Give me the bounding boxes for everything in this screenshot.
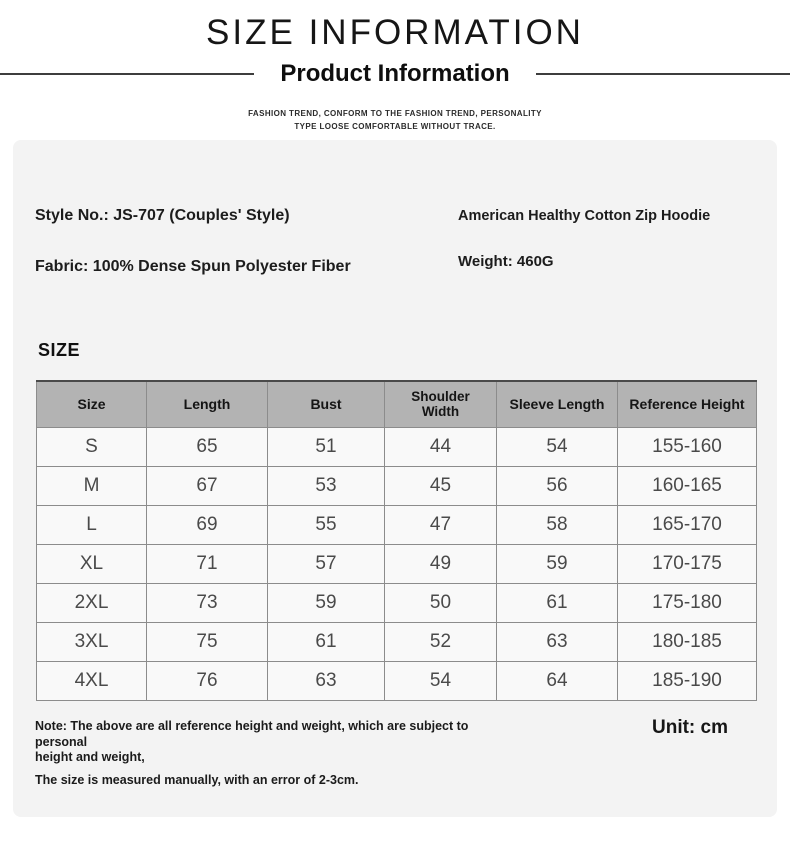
cell-value: 53 xyxy=(268,466,385,505)
note-block xyxy=(35,719,515,788)
cell-value: 47 xyxy=(385,505,497,544)
cell-value: 64 xyxy=(497,661,618,700)
cell-value: 180-185 xyxy=(618,622,757,661)
cell-value: 170-175 xyxy=(618,544,757,583)
product-name-text: American Healthy Cotton Zip Hoodie xyxy=(458,208,711,224)
row-label: 3XL xyxy=(37,622,147,661)
cell-value: 56 xyxy=(497,466,618,505)
col-header-shoulder-width-label: Shoulder Width xyxy=(411,388,470,420)
note-line-3: The size is measured manually, with an error of 2-3cm. xyxy=(35,772,359,787)
col-header-sleeve-length: Sleeve Length xyxy=(497,381,618,427)
cell-value: 50 xyxy=(385,583,497,622)
row-label: XL xyxy=(37,544,147,583)
cell-value: 59 xyxy=(497,544,618,583)
subtitle-row xyxy=(0,60,790,88)
cell-value: 75 xyxy=(147,622,268,661)
row-label: L xyxy=(37,505,147,544)
divider-line-left xyxy=(0,73,254,75)
table-row-s xyxy=(37,427,757,466)
cell-value: 73 xyxy=(147,583,268,622)
col-header-size: Size xyxy=(37,381,147,427)
row-label: 4XL xyxy=(37,661,147,700)
cell-value: 54 xyxy=(497,427,618,466)
cell-value: 52 xyxy=(385,622,497,661)
cell-value: 49 xyxy=(385,544,497,583)
cell-value: 71 xyxy=(147,544,268,583)
col-header-reference-height: Reference Height xyxy=(618,381,757,427)
page-title: SIZE INFORMATION xyxy=(206,13,584,52)
cell-value: 55 xyxy=(268,505,385,544)
cell-value: 69 xyxy=(147,505,268,544)
note-line-1: Note: The above are all reference height and weight, which are subject to personal xyxy=(35,719,469,749)
table-row-xl xyxy=(37,544,757,583)
table-row-2xl xyxy=(37,583,757,622)
col-header-shoulder-width xyxy=(385,381,497,427)
size-table xyxy=(36,380,757,701)
cell-value: 44 xyxy=(385,427,497,466)
cell-value: 160-165 xyxy=(618,466,757,505)
table-row-m xyxy=(37,466,757,505)
cell-value: 54 xyxy=(385,661,497,700)
row-label: S xyxy=(37,427,147,466)
cell-value: 58 xyxy=(497,505,618,544)
cell-value: 61 xyxy=(268,622,385,661)
style-number-text: Style No.: JS-707 (Couples' Style) xyxy=(35,207,290,224)
cell-value: 57 xyxy=(268,544,385,583)
weight-text: Weight: 460G xyxy=(458,253,554,270)
unit-label: Unit: cm xyxy=(652,717,728,738)
tagline xyxy=(0,107,790,133)
tagline-line-1: FASHION TREND, CONFORM TO THE FASHION TREND, PERSONALITY xyxy=(248,109,542,118)
size-section-heading: SIZE xyxy=(38,340,81,360)
note-line-2: height and weight, xyxy=(35,750,145,764)
table-row-3xl xyxy=(37,622,757,661)
cell-value: 51 xyxy=(268,427,385,466)
cell-value: 63 xyxy=(497,622,618,661)
col-header-length: Length xyxy=(147,381,268,427)
cell-value: 59 xyxy=(268,583,385,622)
section-subtitle: Product Information xyxy=(280,60,510,87)
divider-line-right xyxy=(536,73,790,75)
tagline-line-2: TYPE LOOSE COMFORTABLE WITHOUT TRACE. xyxy=(294,122,496,131)
product-info-card xyxy=(13,140,777,817)
cell-value: 67 xyxy=(147,466,268,505)
cell-value: 61 xyxy=(497,583,618,622)
size-table-header-row xyxy=(37,381,757,427)
cell-value: 175-180 xyxy=(618,583,757,622)
col-header-bust: Bust xyxy=(268,381,385,427)
fabric-text: Fabric: 100% Dense Spun Polyester Fiber xyxy=(35,258,351,275)
row-label: M xyxy=(37,466,147,505)
cell-value: 185-190 xyxy=(618,661,757,700)
cell-value: 65 xyxy=(147,427,268,466)
cell-value: 165-170 xyxy=(618,505,757,544)
table-row-l xyxy=(37,505,757,544)
row-label: 2XL xyxy=(37,583,147,622)
cell-value: 76 xyxy=(147,661,268,700)
cell-value: 63 xyxy=(268,661,385,700)
cell-value: 155-160 xyxy=(618,427,757,466)
table-row-4xl xyxy=(37,661,757,700)
cell-value: 45 xyxy=(385,466,497,505)
